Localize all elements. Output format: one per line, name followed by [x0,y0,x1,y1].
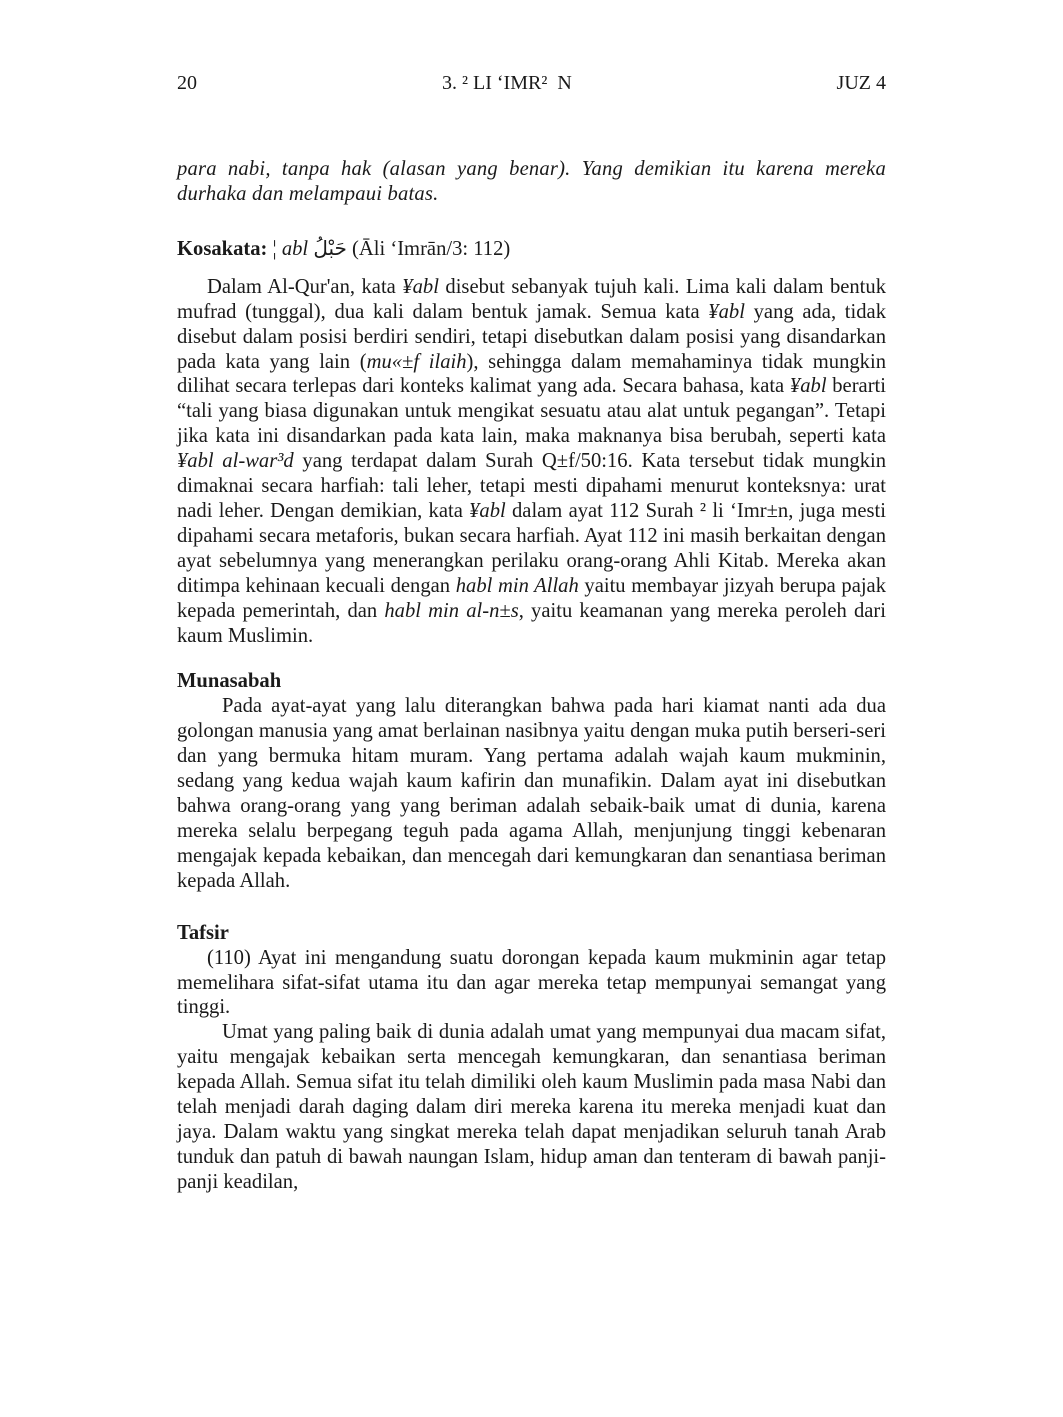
page-number: 20 [177,72,197,94]
surah-title: 3. ² LI ‘IMR² N [442,72,572,94]
italic-term: ¥abl [402,275,439,298]
italic-term: ¥abl [708,300,745,323]
text-run: yang terdapat dalam Surah Q±f/50:16. Kata tersebut tidak mungkin dimaknai secara harfiah: tali leher, tetapi mesti dipahami menurut konteksnya: urat nadi leher. Dengan demikian, kata [177,450,887,522]
italic-term: habl min Allah [455,574,579,597]
italic-term: mu«±f ilaih [366,350,467,373]
kosakata-term: abl [281,237,309,260]
translation-tail: para nabi, tanpa hak (alasan yang benar). Yang demikian itu karena mereka durhaka dan melampaui batas. [177,158,886,205]
text-run: Dalam Al-Qur'an, kata [207,275,403,298]
italic-term: habl min al-n±s [384,599,519,622]
kosakata-reference: (Āli ‘Imrān/3: 112) [352,237,511,260]
tafsir-paragraph-2: Umat yang paling baik di dunia adalah umat yang mempunyai dua macam sifat, yaitu mengajak kebaikan serta mencegah kemungkaran, dan senantiasa beriman kepada Allah. Semua sifat itu telah dimiliki oleh kaum Muslimin pada masa Nabi dan telah menjadi darah daging dalam diri mereka karena itu mereka menjadi kuat dan jaya. Dalam waktu yang singkat mereka telah dapat menjadikan seluruh tanah Arab tunduk dan patuh di bawah naungan Islam, hidup aman dan tenteram di bawah panji-panji keadilan, [177,1021,886,1193]
kosakata-line [177,236,886,262]
text-run: yang ada, tidak disebut dalam posisi berdiri sendiri, tetapi disebutkan dalam posisi yang disandarkan pada kata yang lain ( [177,300,886,373]
kosakata-label: Kosakata: [177,237,268,260]
main-content [177,157,886,1195]
munasabah-paragraph: Pada ayat-ayat yang lalu diterangkan bahwa pada hari kiamat nanti ada dua golongan manusia yang amat berlainan nasibnya yaitu dengan muka putih berseri-seri dan yang bermuka hitam muram. Yang pertama adalah wajah kaum mukminin, sedang yang kedua wajah kaum kafirin dan munafikin. Dalam ayat ini disebutkan bahwa orang-orang yang yang beriman adalah sebaik-baik umat di dunia, karena mereka selalu berpegang teguh pada agama Allah, menjunjung tinggi kebenaran mengajak kepada kebaikan, dan mencegah dari kemungkaran dan senantiasa beriman kepada Allah. [177,695,886,892]
italic-term: ¥abl [789,375,827,398]
text-run: berarti “tali yang biasa digunakan untuk mengikat sesuatu atau alat untuk pegangan”. Tetapi jika kata ini disandarkan pada kata lain, maka maknanya bisa berubah, seperti kata [177,375,886,448]
text-run: ), sehingga dalam memahaminya tidak mungkin dilihat secara terlepas dari konteks kalimat yang ada. Secara bahasa, kata [177,350,886,398]
italic-term: ¥abl [469,499,506,522]
arabic-term: حَبْلُ [313,235,347,260]
text-run: dalam ayat 112 Surah ² li ‘Imr±n, juga mesti dipahami secara metaforis, bukan secara harfiah. Ayat 112 ini masih berkaitan dengan ayat sebelumnya yang menerangkan perilaku orang-orang Ahli Kitab. Mereka akan ditimpa kehinaan kecuali dengan [177,499,886,597]
italic-term: ¥abl al-war³d [177,450,294,473]
juz-label: JUZ 4 [836,72,886,94]
kosakata-paragraph [177,275,886,649]
text-run: disebut sebanyak tujuh kali. Lima kali dalam bentuk mufrad (tunggal), dua kali dalam bentuk jamak. Semua kata [177,275,886,323]
kosakata-marker: ¦ [272,237,277,260]
tafsir-paragraph-1: (110) Ayat ini mengandung suatu dorongan kepada kaum mukminin agar tetap memelihara sifat-sifat utama itu dan agar mereka tetap mempunyai semangat yang tinggi. [177,946,886,1019]
munasabah-heading: Munasabah [177,670,282,693]
tafsir-heading: Tafsir [177,921,229,944]
text-run: yaitu membayar jizyah berupa pajak kepada pemerintah, dan [177,574,886,622]
running-header [177,72,886,100]
text-run: , yaitu keamanan yang mereka peroleh dari kaum Muslimin. [177,599,886,647]
